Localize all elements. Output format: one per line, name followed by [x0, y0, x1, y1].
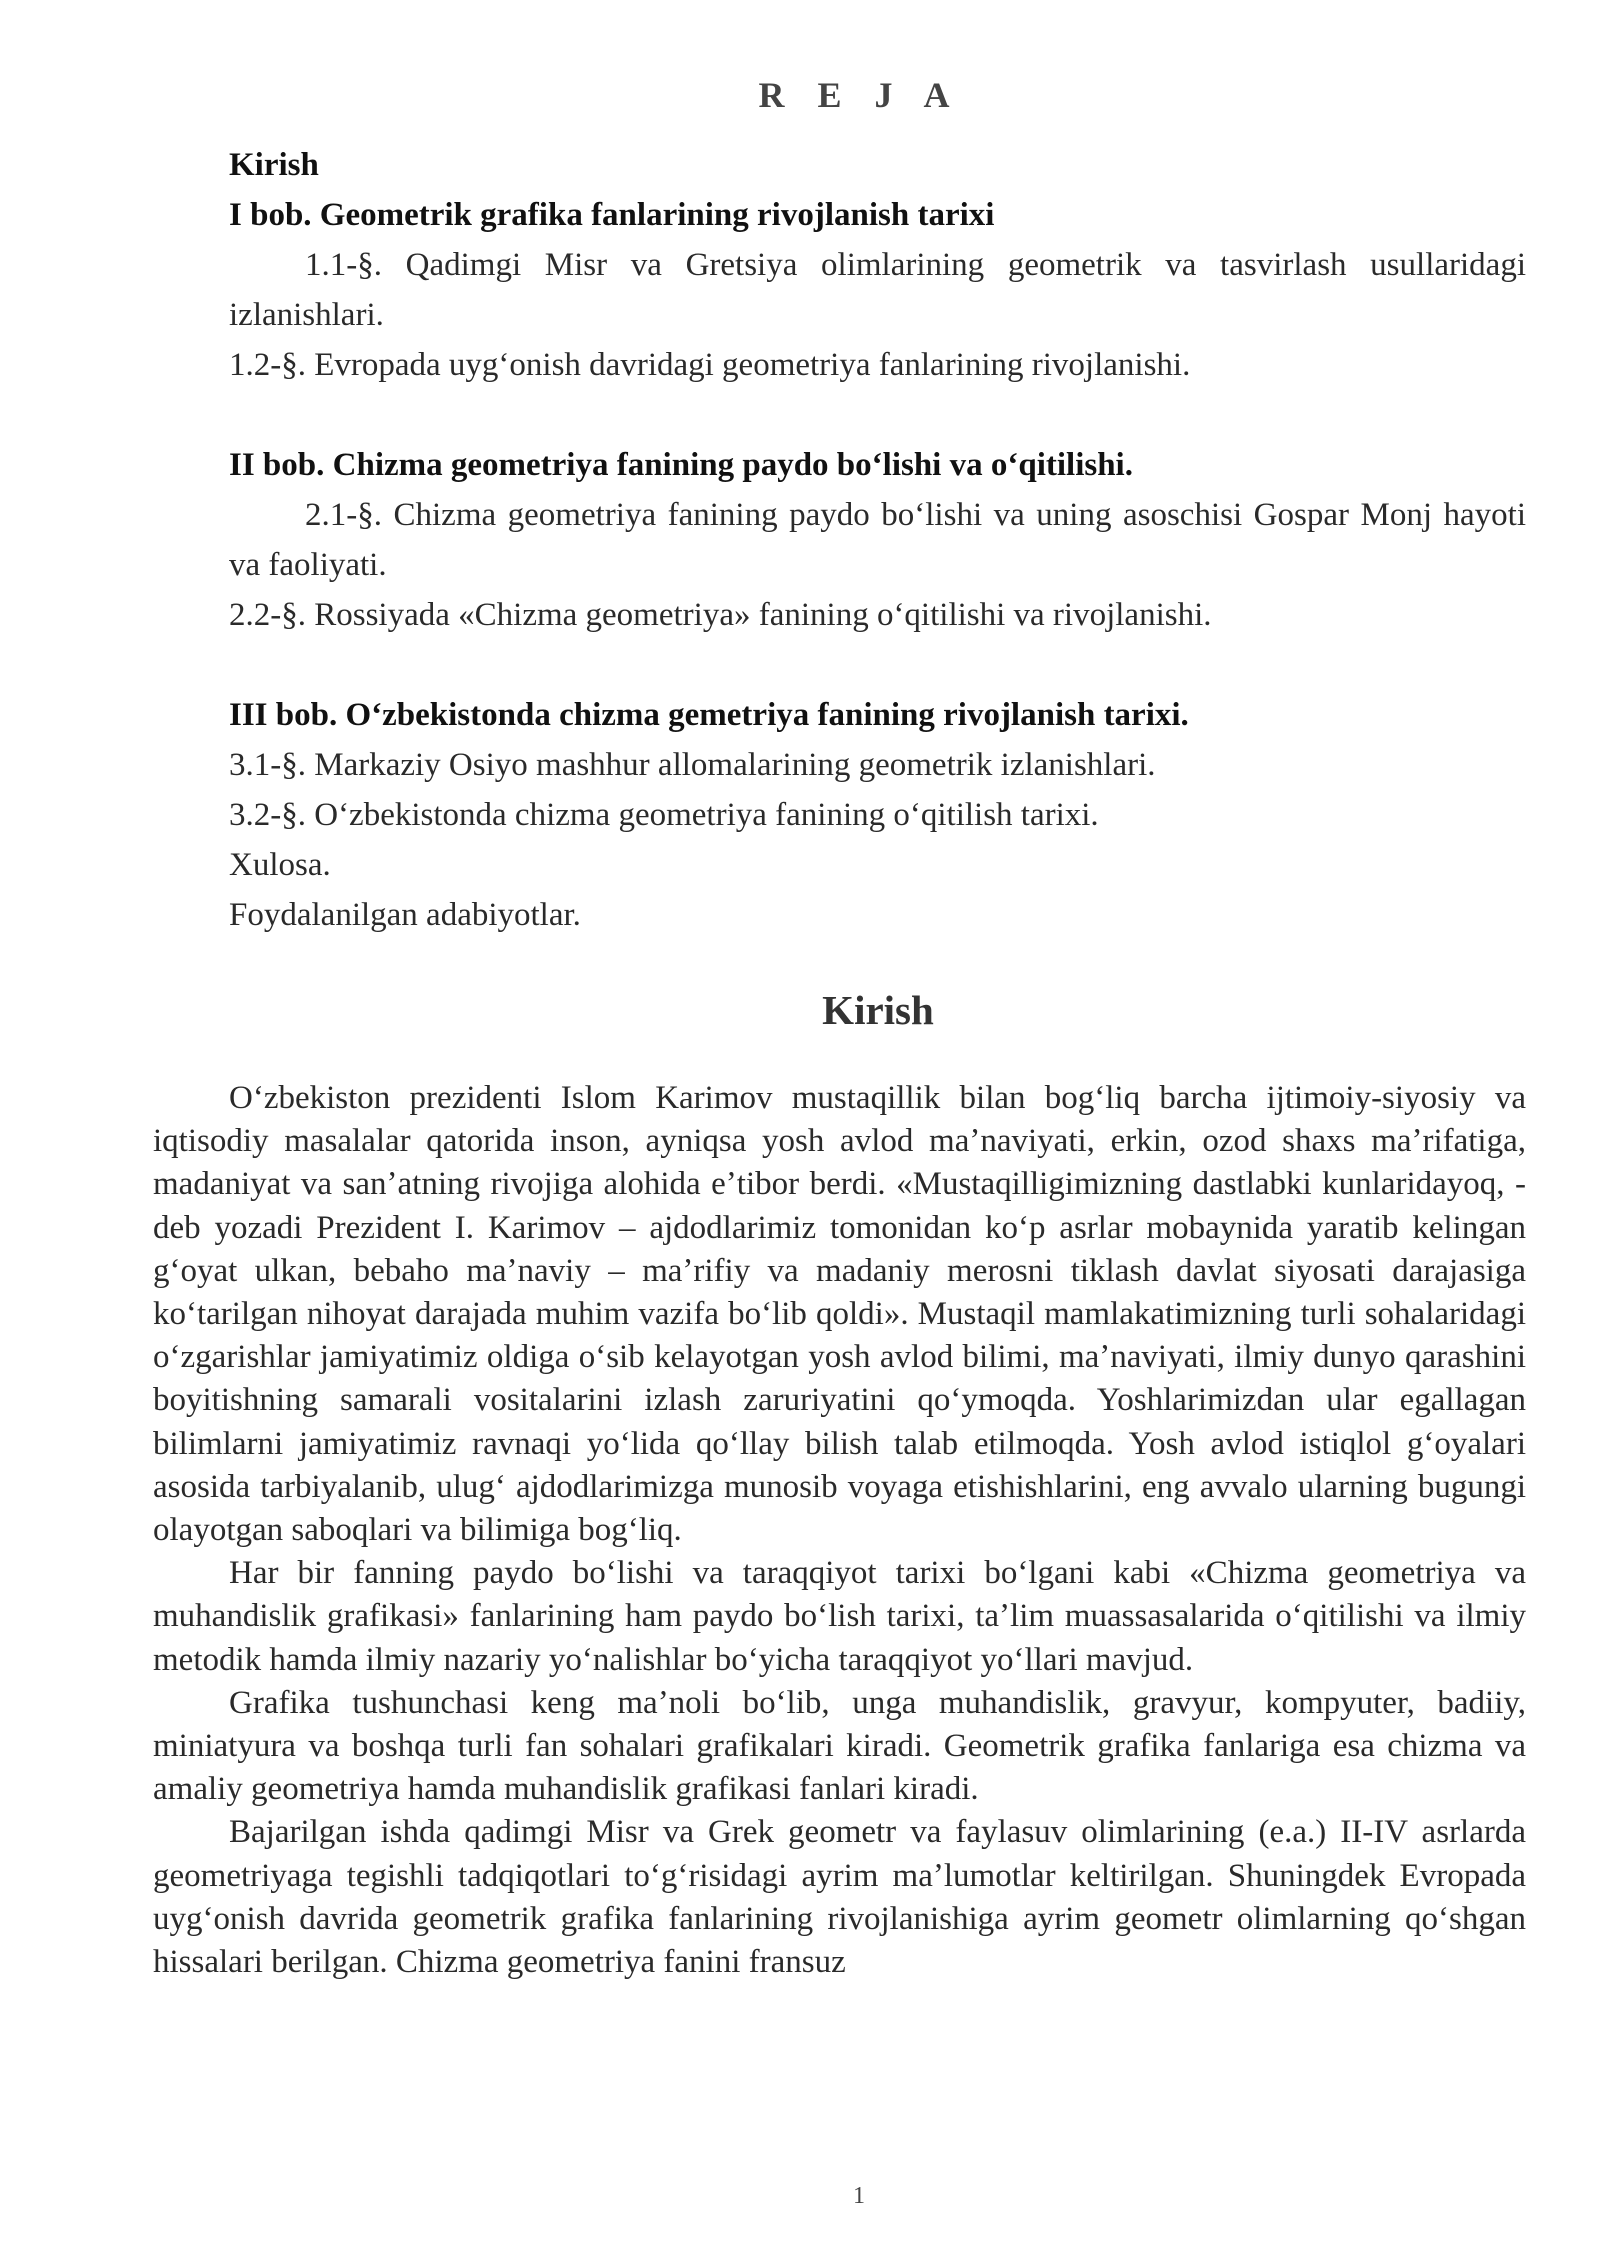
toc-section-2-1: 2.1-§. Chizma geometriya fanining paydo boʻlishi va uning asoschisi Gospar Monj hayoti va faoliyati.: [229, 497, 1526, 583]
body-paragraph: Har bir fanning paydo boʻlishi va taraqqiyot tarixi boʻlgani kabi «Chizma geometriya va muhandislik grafikasi» fanlarining ham paydo boʻlish tarixi, taʼlim muassasalarida oʻqitilishi va ilmiy metodik hamda ilmiy nazariy yoʻnalishlar boʻyicha taraqqiyot yoʻllari mavjud.: [153, 1555, 1526, 1678]
introduction-heading: Kirish: [822, 987, 934, 1033]
toc-section-1-2: 1.2-§. Evropada uygʻonish davridagi geometriya fanlarining rivojlanishi.: [229, 347, 1191, 383]
toc-references: Foydalanilgan adabiyotlar.: [229, 897, 581, 933]
table-of-contents: [229, 140, 1526, 940]
toc-chapter-3: III bob. Oʻzbekistonda chizma gemetriya fanining rivojlanish tarixi.: [229, 697, 1189, 733]
toc-chapter-2: II bob. Chizma geometriya fanining paydo boʻlishi va oʻqitilishi.: [229, 447, 1133, 483]
toc-introduction: Kirish: [229, 147, 319, 183]
body-paragraph: Grafika tushunchasi keng maʼnoli boʻlib, unga muhandislik, gravyur, kompyuter, badiiy, miniatyura va boshqa turli fan sohalari grafikalari kiradi. Geometrik grafika fanlariga esa chizma va amaliy geometriya hamda muhandislik grafikasi fanlari kiradi.: [153, 1684, 1526, 1808]
toc-chapter-1: I bob. Geometrik grafika fanlarining rivojlanish tarixi: [229, 197, 995, 233]
body-paragraph: Bajarilgan ishda qadimgi Misr va Grek geometr va faylasuv olimlarining (e.a.) II-IV asrlarda geometriyaga tegishli tadqiqotlari toʻgʻrisidagi ayrim maʼlumotlar keltirilgan. Shuningdek Evropada uygʻonish davrida geometrik grafika fanlarining rivojlanishiga ayrim geometr olimlarning qoʻshgan hissalari berilgan. Chizma geometriya fanini fransuz: [153, 1814, 1526, 1981]
plan-title: R E J A: [758, 75, 962, 115]
page-number: 1: [853, 2183, 865, 2209]
toc-section-3-2: 3.2-§. Oʻzbekistonda chizma geometriya fanining oʻqitilish tarixi.: [229, 797, 1099, 833]
introduction-body: [153, 1077, 1526, 1984]
body-paragraph: Oʻzbekiston prezidenti Islom Karimov mustaqillik bilan bogʻliq barcha ijtimoiy-siyosiy va iqtisodiy masalalar qatorida inson, ayniqsa yosh avlod maʼnaviyati, erkin, ozod shaxs maʼrifatiga, madaniyat va sanʼatning rivojiga alohida eʼtibor berdi. «Mustaqilligimizning dastlabki kunlaridayoq, - deb yozadi Prezident I. Karimov – ajdodlarimiz tomonidan koʻp asrlar mobaynida yaratib kelingan gʻoyat ulkan, bebaho maʼnaviy – maʼrifiy va madaniy merosni tiklash davlat siyosati darajasiga koʻtarilgan nihoyat darajada muhim vazifa boʻlib qoldi». Mustaqil mamlakatimizning turli sohalaridagi oʻzgarishlar jamiyatimiz oldiga oʻsib kelayotgan yosh avlod bilimi, maʼnaviyati, ilmiy dunyo qarashini boyitishning samarali vositalarini izlash zaruriyatini qoʻymoqda. Yoshlarimizdan ular egallagan bilimlarni jamiyatimiz ravnaqi yoʻlida qoʻllay bilish talab etilmoqda. Yosh avlod istiqlol gʻoyalari asosida tarbiyalanib, ulugʻ ajdodlarimizga munosib voyaga etishishlarini, eng avvalo ularning bugungi olayotgan saboqlari va bilimiga bogʻliq.: [153, 1080, 1526, 1549]
toc-section-1-1: 1.1-§. Qadimgi Misr va Gretsiya olimlarining geometrik va tasvirlash usullaridagi izlanishlari.: [229, 247, 1526, 333]
toc-spacer: [229, 640, 1526, 690]
toc-section-3-1: 3.1-§. Markaziy Osiyo mashhur allomalarining geometrik izlanishlari.: [229, 747, 1156, 783]
toc-section-2-2: 2.2-§. Rossiyada «Chizma geometriya» fanining oʻqitilishi va rivojlanishi.: [229, 597, 1212, 633]
toc-spacer: [229, 390, 1526, 440]
toc-conclusion: Xulosa.: [229, 847, 331, 883]
